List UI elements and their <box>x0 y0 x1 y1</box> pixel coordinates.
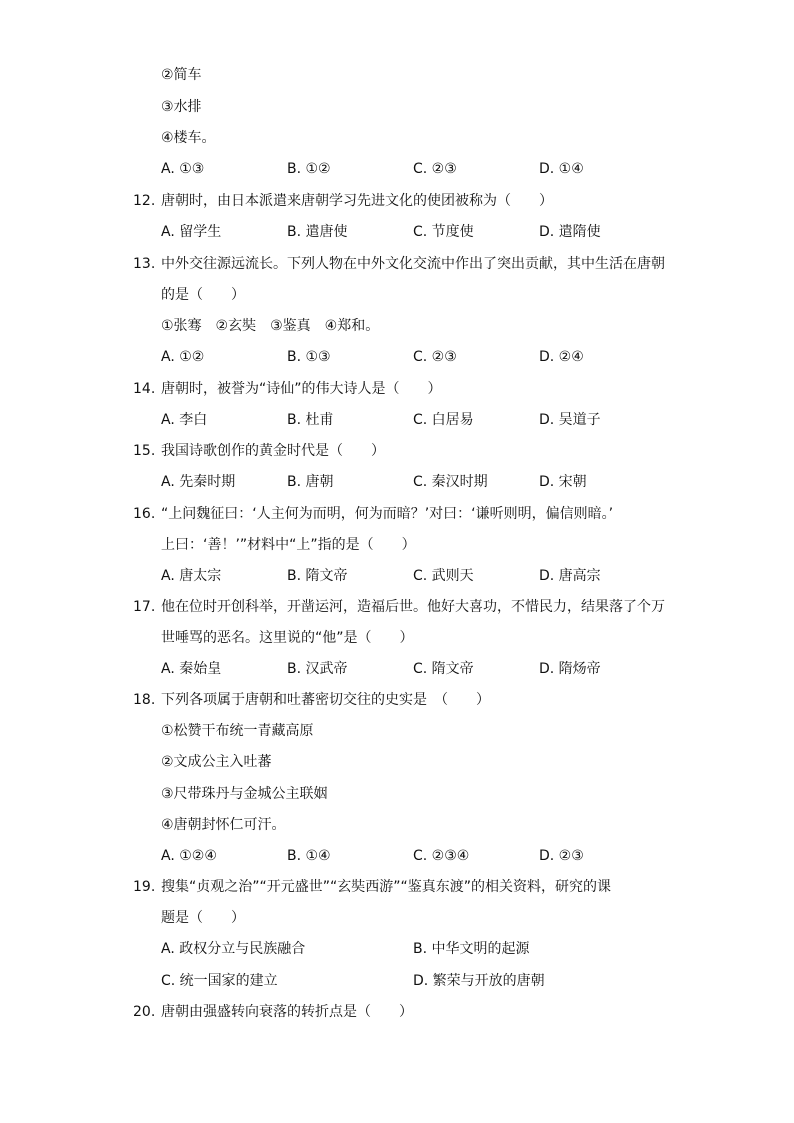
q11-option-d[interactable]: D. ①④ <box>539 161 584 177</box>
question-text: 中外交往源远流长。下列人物在中外文化交流中作出了突出贡献，其中生活在唐朝 <box>161 256 665 272</box>
q18-option-a[interactable]: A. ①②④ <box>161 848 217 864</box>
question-text: 上曰：‘善！’”材料中“上”指的是（ ） <box>161 537 416 553</box>
q14-option-a[interactable]: A. 李白 <box>161 412 208 428</box>
q18-item-3: ③尺带珠丹与金城公主联姻 <box>161 786 328 802</box>
q17-options <box>0 659 794 679</box>
q16-stem <box>0 504 794 524</box>
q16-option-b[interactable]: B. 隋文帝 <box>287 568 348 584</box>
q13-options <box>0 347 794 367</box>
q17-stem <box>0 597 794 617</box>
q16-option-c[interactable]: C. 武则天 <box>413 568 474 584</box>
q18-item-2: ②文成公主入吐蕃 <box>161 754 272 770</box>
q13-stem <box>0 254 794 274</box>
question-number: 15. <box>133 443 156 459</box>
q14-option-c[interactable]: C. 白居易 <box>413 412 474 428</box>
q18-item <box>0 721 794 741</box>
q16-option-a[interactable]: A. 唐太宗 <box>161 568 222 584</box>
q14-stem <box>0 379 794 399</box>
q12-option-c[interactable]: C. 节度使 <box>413 224 474 240</box>
q18-option-d[interactable]: D. ②③ <box>539 848 584 864</box>
q19-option-a[interactable]: A. 政权分立与民族融合 <box>161 941 306 957</box>
q15-option-c[interactable]: C. 秦汉时期 <box>413 474 488 490</box>
q18-item-1: ①松赞干布统一青藏高原 <box>161 723 314 739</box>
q11-option-b[interactable]: B. ①② <box>287 161 331 177</box>
question-number: 13. <box>133 256 156 272</box>
q13-items <box>0 316 794 336</box>
question-number: 19. <box>133 879 156 895</box>
q14-options <box>0 410 794 430</box>
q14-option-b[interactable]: B. 杜甫 <box>287 412 334 428</box>
question-number: 16. <box>133 506 156 522</box>
q19-stem-cont <box>0 908 794 928</box>
question-text: 的是（ ） <box>161 287 245 303</box>
q15-option-d[interactable]: D. 宋朝 <box>539 474 587 490</box>
question-text: 世唾骂的恶名。这里说的“他”是（ ） <box>161 630 414 646</box>
q17-option-a[interactable]: A. 秦始皇 <box>161 661 222 677</box>
q17-option-c[interactable]: C. 隋文帝 <box>413 661 474 677</box>
question-number: 18. <box>133 692 156 708</box>
q12-options <box>0 222 794 242</box>
q18-options <box>0 846 794 866</box>
question-text: 我国诗歌创作的黄金时代是（ ） <box>161 443 385 459</box>
q18-item-4: ④唐朝封怀仁可汗。 <box>161 817 286 833</box>
q19-option-b[interactable]: B. 中华文明的起源 <box>413 941 530 957</box>
q19-option-c[interactable]: C. 统一国家的建立 <box>161 973 278 989</box>
q19-options-row-2 <box>0 971 794 991</box>
q18-item <box>0 752 794 772</box>
question-number: 12. <box>133 193 156 209</box>
question-number: 17. <box>133 599 156 615</box>
q19-option-d[interactable]: D. 繁荣与开放的唐朝 <box>413 973 545 989</box>
q11-option-a[interactable]: A. ①③ <box>161 161 205 177</box>
question-text: 唐朝时，被誉为“诗仙”的伟大诗人是（ ） <box>161 381 442 397</box>
q11-item <box>0 97 794 117</box>
q14-option-d[interactable]: D. 吴道子 <box>539 412 601 428</box>
question-number: 14. <box>133 381 156 397</box>
q11-item <box>0 128 794 148</box>
q12-option-b[interactable]: B. 遣唐使 <box>287 224 348 240</box>
q20-stem <box>0 1002 794 1022</box>
q13-option-a[interactable]: A. ①② <box>161 349 205 365</box>
q12-option-a[interactable]: A. 留学生 <box>161 224 222 240</box>
q11-options <box>0 159 794 179</box>
q13-stem-cont <box>0 285 794 305</box>
q18-item <box>0 784 794 804</box>
q13-option-b[interactable]: B. ①③ <box>287 349 331 365</box>
question-number: 20. <box>133 1004 156 1020</box>
question-items: ①张骞 ②玄奘 ③鉴真 ④郑和。 <box>161 318 380 334</box>
q13-option-d[interactable]: D. ②④ <box>539 349 584 365</box>
q12-option-d[interactable]: D. 遣隋使 <box>539 224 601 240</box>
q16-option-d[interactable]: D. 唐高宗 <box>539 568 601 584</box>
q12-stem <box>0 191 794 211</box>
question-text: 他在位时开创科举，开凿运河，造福后世。他好大喜功，不惜民力，结果落了个万 <box>161 599 665 615</box>
q16-options <box>0 566 794 586</box>
q17-option-b[interactable]: B. 汉武帝 <box>287 661 348 677</box>
q15-stem <box>0 441 794 461</box>
q11-item-3: ③水排 <box>161 99 202 115</box>
q18-option-b[interactable]: B. ①④ <box>287 848 331 864</box>
question-text: “上问魏征曰：‘人主何为而明，何为而暗？’对曰：‘谦听则明，偏信则暗。’ <box>161 506 614 522</box>
q11-item <box>0 65 794 85</box>
q11-option-c[interactable]: C. ②③ <box>413 161 457 177</box>
q18-stem <box>0 690 794 710</box>
q15-options <box>0 472 794 492</box>
question-text: 下列各项属于唐朝和吐蕃密切交往的史实是 （ ） <box>161 692 490 708</box>
q17-option-d[interactable]: D. 隋炀帝 <box>539 661 601 677</box>
question-text: 唐朝由强盛转向衰落的转折点是（ ） <box>161 1004 413 1020</box>
question-text: 搜集“贞观之治”“开元盛世”“玄奘西游”“鉴真东渡”的相关资料，研究的课 <box>161 879 612 895</box>
q11-item-4: ④楼车。 <box>161 130 216 146</box>
q15-option-a[interactable]: A. 先秦时期 <box>161 474 236 490</box>
q13-option-c[interactable]: C. ②③ <box>413 349 457 365</box>
q18-item <box>0 815 794 835</box>
q15-option-b[interactable]: B. 唐朝 <box>287 474 334 490</box>
q19-options-row-1 <box>0 939 794 959</box>
question-text: 唐朝时，由日本派遣来唐朝学习先进文化的使团被称为（ ） <box>161 193 553 209</box>
q16-stem-cont <box>0 535 794 555</box>
q19-stem <box>0 877 794 897</box>
q18-option-c[interactable]: C. ②③④ <box>413 848 470 864</box>
question-text: 题是（ ） <box>161 910 245 926</box>
q11-item-2: ②简车 <box>161 67 202 83</box>
q17-stem-cont <box>0 628 794 648</box>
